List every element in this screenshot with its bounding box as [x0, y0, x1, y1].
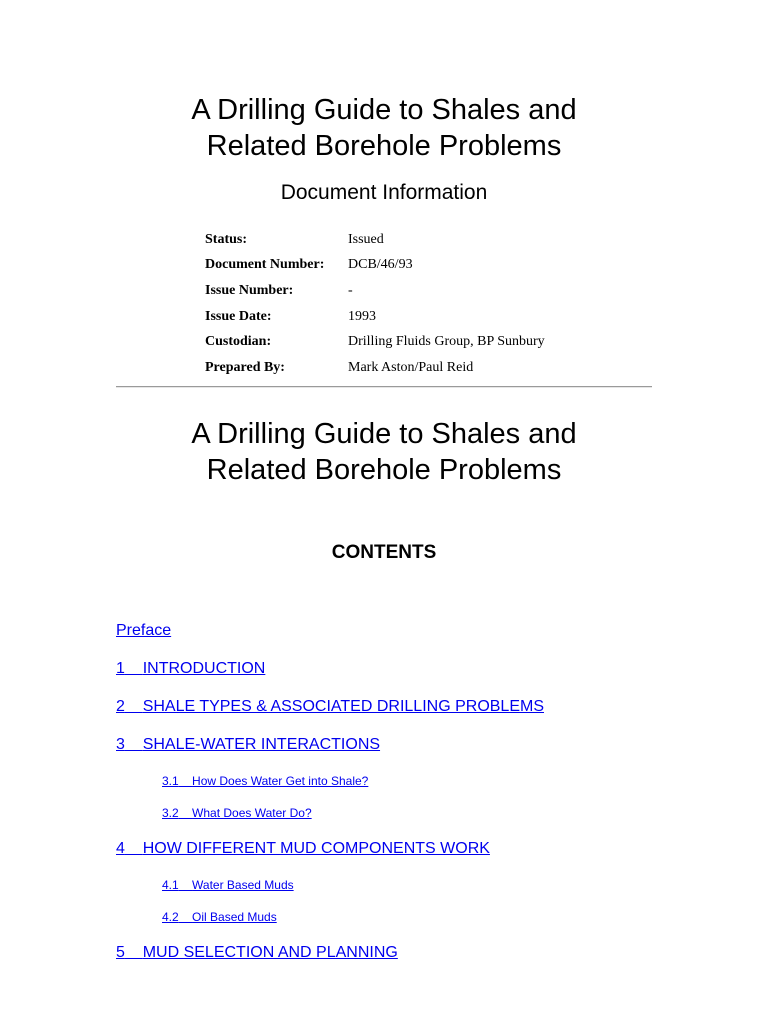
info-value: Mark Aston/Paul Reid	[348, 359, 474, 375]
toc-text: What Does Water Do?	[192, 806, 312, 820]
toc-text: Oil Based Muds	[192, 910, 277, 924]
toc-link-4-2[interactable]	[162, 910, 277, 924]
document-information-heading: Document Information	[280, 181, 488, 204]
toc-number: 3	[116, 736, 125, 753]
toc-number: 3.1	[162, 774, 179, 788]
title-line-2: Related Borehole Problems	[206, 130, 562, 162]
document-title	[0, 92, 768, 164]
section-divider	[116, 386, 652, 388]
toc-number: 5	[116, 944, 125, 961]
toc-link-4[interactable]	[116, 840, 490, 858]
toc-text: How Does Water Get into Shale?	[192, 774, 369, 788]
info-label: Prepared By:	[205, 359, 285, 375]
info-label: Issue Number:	[205, 282, 294, 298]
toc-number: 4.1	[162, 878, 179, 892]
toc-number: 2	[116, 698, 125, 715]
toc-number: 4.2	[162, 910, 179, 924]
toc-link-3-1[interactable]	[162, 774, 368, 788]
info-value: 1993	[348, 308, 376, 324]
info-label: Issue Date:	[205, 308, 272, 324]
info-row-issue-number	[202, 278, 545, 304]
toc-text: SHALE TYPES & ASSOCIATED DRILLING PROBLEMS	[142, 698, 544, 715]
toc-text: MUD SELECTION AND PLANNING	[142, 944, 398, 961]
toc-number: 4	[116, 840, 125, 857]
contents-page-title	[0, 416, 768, 488]
info-row-custodian	[202, 329, 545, 355]
contents-heading: CONTENTS	[331, 542, 437, 563]
info-row-issue-date	[202, 304, 545, 330]
toc-link-2[interactable]	[116, 698, 544, 716]
toc-link-4-1[interactable]	[162, 878, 294, 892]
info-label: Custodian:	[205, 334, 272, 350]
info-row-prepared-by	[202, 355, 545, 381]
info-value: DCB/46/93	[348, 257, 413, 273]
title-line-2: Related Borehole Problems	[206, 454, 562, 486]
info-label: Status:	[205, 231, 248, 247]
document-info-table	[202, 227, 545, 381]
info-value: Issued	[348, 231, 384, 247]
info-label: Document Number:	[205, 257, 325, 273]
toc-text: Water Based Muds	[192, 878, 294, 892]
toc-text: INTRODUCTION	[142, 660, 266, 677]
info-value: Drilling Fluids Group, BP Sunbury	[348, 334, 545, 350]
toc-text: Preface	[116, 622, 172, 639]
info-row-status	[202, 227, 545, 253]
toc-text: SHALE-WATER INTERACTIONS	[142, 736, 381, 753]
toc-link-1[interactable]	[116, 660, 265, 678]
toc-link-preface[interactable]	[116, 622, 171, 640]
info-row-document-number	[202, 253, 545, 279]
toc-number: 1	[116, 660, 125, 677]
title-line-1: A Drilling Guide to Shales and	[191, 94, 577, 126]
toc-number: 3.2	[162, 806, 179, 820]
toc-link-3[interactable]	[116, 736, 380, 754]
title-line-1: A Drilling Guide to Shales and	[191, 418, 577, 450]
info-value: -	[348, 282, 353, 298]
toc-link-3-2[interactable]	[162, 806, 312, 820]
toc-text: HOW DIFFERENT MUD COMPONENTS WORK	[142, 840, 490, 857]
toc-link-5[interactable]	[116, 944, 398, 962]
